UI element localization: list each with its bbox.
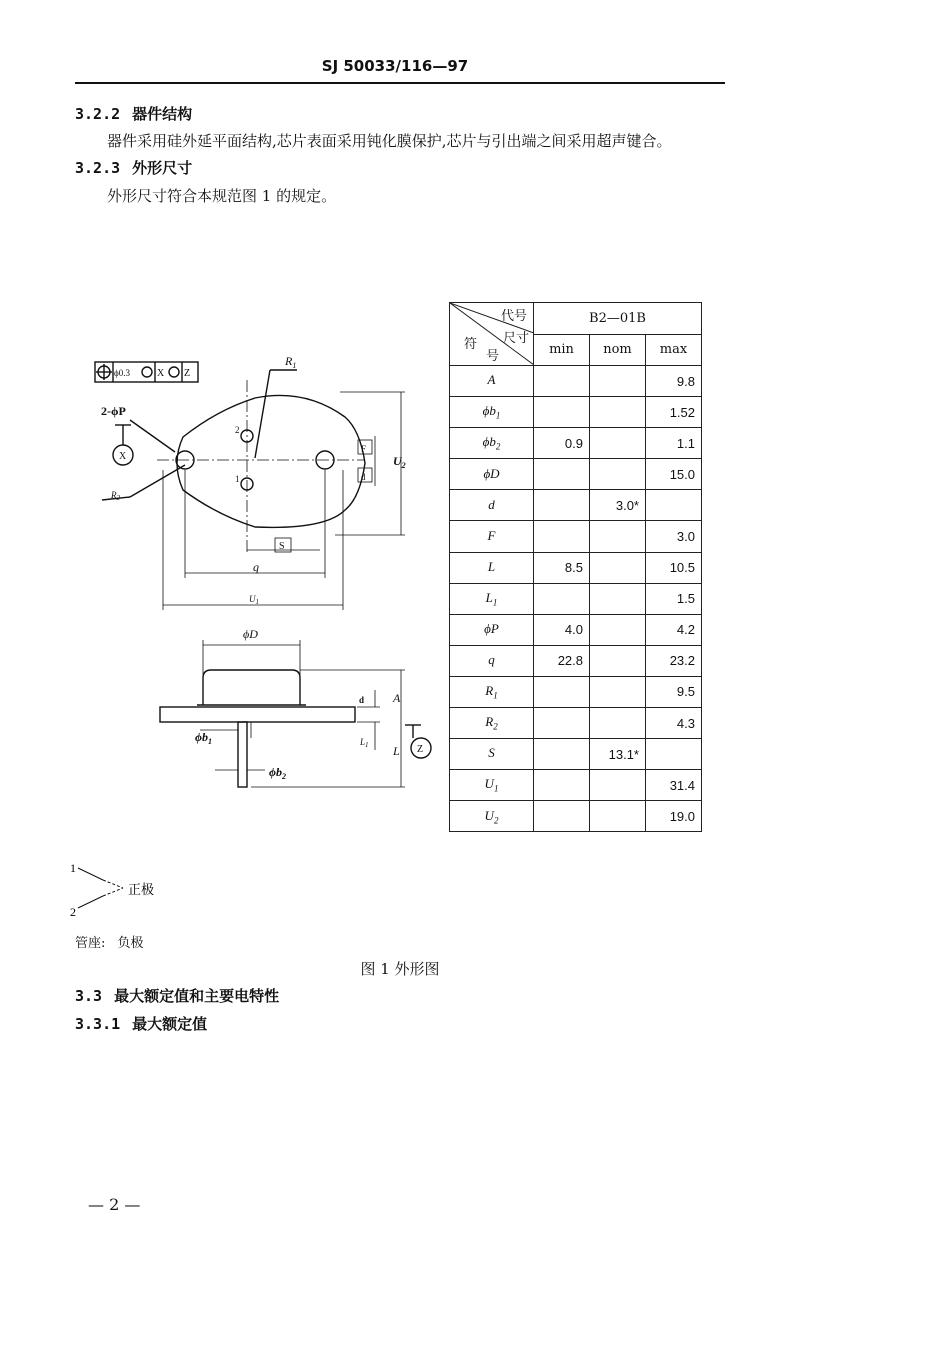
value-min — [534, 770, 590, 801]
code-value-cell: B2—01B — [534, 303, 702, 335]
table-row — [450, 583, 702, 614]
page-number: — 2 — — [88, 1195, 141, 1214]
symbol-cell: ϕP — [450, 614, 534, 645]
section-3-2-3-text: 外形尺寸符合本规范图 1 的规定。 — [107, 187, 337, 205]
symbol-cell: L — [450, 552, 534, 583]
section-number: 3.3 — [75, 987, 103, 1005]
table-row — [450, 645, 702, 676]
table-row — [450, 739, 702, 770]
value-max: 19.0 — [646, 801, 702, 832]
table-row — [450, 397, 702, 428]
pin-2-label: 2 — [235, 425, 240, 435]
value-max — [646, 739, 702, 770]
section-number: 3.2.3 — [75, 159, 121, 177]
corner-sym-2: 号 — [486, 349, 500, 364]
value-max: 1.5 — [646, 583, 702, 614]
outline-drawing — [75, 340, 445, 810]
table-row — [450, 801, 702, 832]
value-min — [534, 521, 590, 552]
note-case-line — [75, 932, 144, 951]
flange-side — [160, 707, 355, 722]
value-min — [534, 459, 590, 490]
value-max: 15.0 — [646, 459, 702, 490]
pin-note-diagram — [68, 858, 188, 928]
value-min: 22.8 — [534, 645, 590, 676]
d-side-label: d — [359, 695, 365, 705]
note-pin-2: 2 — [70, 905, 76, 919]
symbol-cell: $\phi b_1$ — [450, 397, 534, 428]
symbol-cell: A — [450, 366, 534, 397]
value-min — [534, 490, 590, 521]
value-max: 1.52 — [646, 397, 702, 428]
symbol-cell: ϕD — [450, 459, 534, 490]
table-row — [450, 490, 702, 521]
value-min — [534, 739, 590, 770]
value-nom — [590, 521, 646, 552]
value-min: 4.0 — [534, 614, 590, 645]
header-rule — [75, 82, 725, 84]
value-nom — [590, 459, 646, 490]
section-3-3-1-heading — [75, 1013, 207, 1034]
value-nom — [590, 645, 646, 676]
section-3-3-heading — [75, 985, 279, 1006]
phid-label: ϕD — [243, 627, 258, 641]
symbol-cell: q — [450, 645, 534, 676]
table-row — [450, 614, 702, 645]
s-label: S — [279, 541, 285, 552]
value-max: 10.5 — [646, 552, 702, 583]
value-nom — [590, 366, 646, 397]
symbol-cell: $\phi b_2$ — [450, 428, 534, 459]
value-min: 0.9 — [534, 428, 590, 459]
table-row — [450, 708, 702, 739]
section-title: 最大额定值和主要电特性 — [114, 987, 280, 1005]
table-row — [450, 428, 702, 459]
value-nom — [590, 397, 646, 428]
r1-label: $R_1$ — [285, 354, 297, 370]
table-row — [450, 676, 702, 707]
pin-1-label: 1 — [235, 474, 240, 484]
value-min: 8.5 — [534, 552, 590, 583]
symbol-cell: $L_1$ — [450, 583, 534, 614]
l1-label: $L_1$ — [360, 737, 369, 749]
value-nom — [590, 770, 646, 801]
section-3-2-3-heading — [75, 157, 192, 178]
table-corner-cell — [450, 303, 534, 366]
symbol-cell: d — [450, 490, 534, 521]
section-3-2-2-heading — [75, 103, 192, 124]
value-nom — [590, 614, 646, 645]
u2-label: $U_2$ — [393, 454, 406, 470]
case-outline-top — [177, 395, 365, 527]
value-max: 1.1 — [646, 428, 702, 459]
table-row — [450, 770, 702, 801]
q-label: q — [253, 560, 259, 574]
column-header-nom: nom — [590, 334, 646, 366]
r2-label: $R_2$ — [111, 490, 120, 502]
datum-z-label: Z — [417, 744, 424, 755]
phib2-label: $\phi b_2$ — [269, 765, 286, 781]
note-positive: 正极 — [128, 883, 155, 898]
dimension-table — [449, 302, 702, 832]
value-max: 3.0 — [646, 521, 702, 552]
value-min — [534, 366, 590, 397]
figure-caption: 图 1 外形图 — [360, 960, 440, 978]
note-negative: 负极 — [117, 936, 144, 951]
value-nom — [590, 552, 646, 583]
value-nom — [590, 428, 646, 459]
value-nom: 3.0* — [590, 490, 646, 521]
section-number: 3.2.2 — [75, 105, 121, 123]
symbol-cell: S — [450, 739, 534, 770]
note-case-label: 管座: — [75, 936, 106, 951]
datum-x-ref: X — [157, 368, 165, 379]
section-number: 3.3.1 — [75, 1015, 121, 1033]
value-min — [534, 801, 590, 832]
mmc-icon — [169, 367, 179, 377]
value-nom: 13.1* — [590, 739, 646, 770]
tolerance-value: ϕ0.3 — [114, 368, 130, 378]
symbol-cell: $U_1$ — [450, 770, 534, 801]
corner-size: 尺寸 — [502, 331, 529, 346]
corner-sym-1: 符 — [464, 337, 478, 352]
dimension-rows — [450, 366, 702, 832]
section-title: 器件结构 — [132, 105, 193, 123]
value-max: 9.5 — [646, 676, 702, 707]
symbol-cell: $R_1$ — [450, 676, 534, 707]
table-row — [450, 459, 702, 490]
u1-label: $U_1$ — [249, 594, 259, 606]
symbol-cell: $U_2$ — [450, 801, 534, 832]
table-row — [450, 366, 702, 397]
value-min — [534, 676, 590, 707]
document-header: SJ 50033/116—97 — [321, 57, 469, 75]
value-max — [646, 490, 702, 521]
l-label: L — [393, 744, 400, 758]
case-cap-side — [203, 670, 300, 705]
value-max: 23.2 — [646, 645, 702, 676]
hole-label: 2-ϕP — [101, 404, 126, 418]
f-label: F — [361, 444, 367, 454]
value-max: 4.3 — [646, 708, 702, 739]
a-label: A — [393, 691, 401, 705]
section-title: 最大额定值 — [132, 1015, 208, 1033]
datum-z-ref: Z — [184, 368, 191, 379]
mmc-icon — [142, 367, 152, 377]
value-min — [534, 708, 590, 739]
value-nom — [590, 708, 646, 739]
phib1-label: $\phi b_1$ — [195, 730, 212, 746]
value-max: 9.8 — [646, 366, 702, 397]
value-nom — [590, 801, 646, 832]
column-header-min: min — [534, 334, 590, 366]
symbol-cell: F — [450, 521, 534, 552]
value-min — [534, 397, 590, 428]
section-title: 外形尺寸 — [132, 159, 193, 177]
note-pin-1: 1 — [70, 861, 76, 875]
value-max: 4.2 — [646, 614, 702, 645]
column-header-max: max — [646, 334, 702, 366]
value-nom — [590, 583, 646, 614]
corner-code: 代号 — [500, 309, 527, 324]
value-nom — [590, 676, 646, 707]
value-max: 31.4 — [646, 770, 702, 801]
section-3-2-2-text: 器件采用硅外延平面结构,芯片表面采用钝化膜保护,芯片与引出端之间采用超声键合。 — [107, 132, 672, 150]
symbol-cell: $R_2$ — [450, 708, 534, 739]
value-min — [534, 583, 590, 614]
d-label: d — [361, 472, 366, 482]
table-row — [450, 552, 702, 583]
lead-side — [238, 722, 247, 787]
datum-x-label: X — [119, 451, 127, 462]
table-row — [450, 521, 702, 552]
